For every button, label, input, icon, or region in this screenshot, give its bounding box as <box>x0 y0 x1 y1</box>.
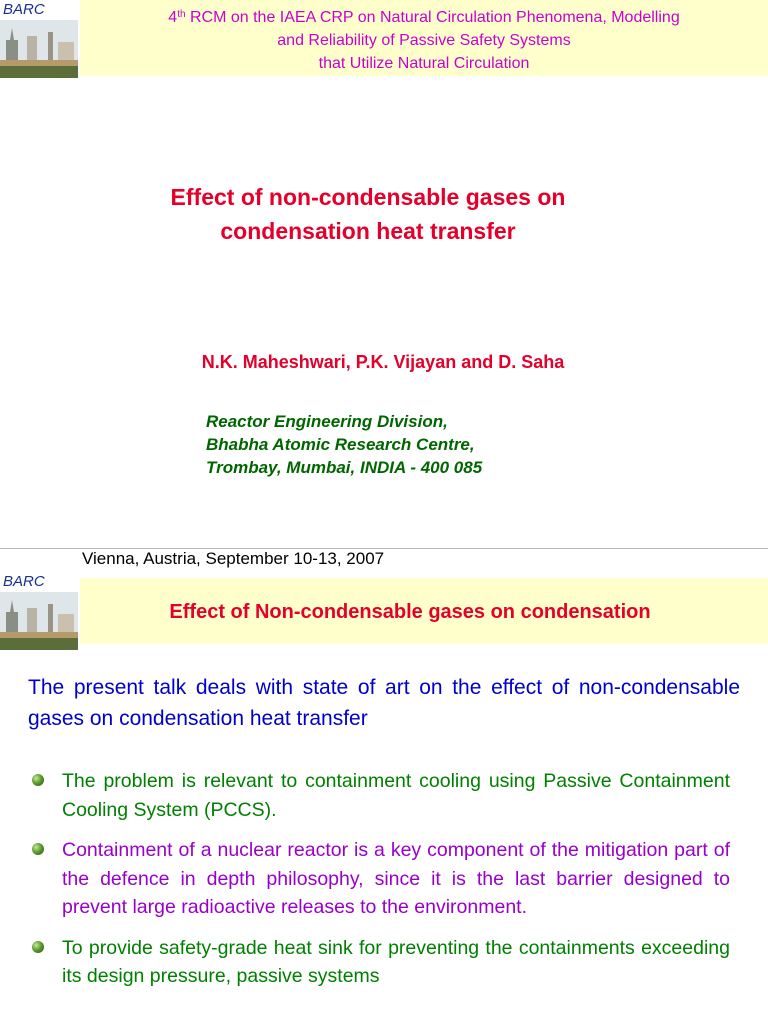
list-item <box>30 836 730 922</box>
list-item <box>30 767 730 824</box>
slide-footer: Vienna, Austria, September 10-13, 2007 <box>82 549 385 568</box>
bullet-icon <box>32 774 44 786</box>
header-line3: that Utilize Natural Circulation <box>318 55 530 72</box>
header-line1: RCM on the IAEA CRP on Natural Circulation Phenomena, Modelling <box>185 9 680 26</box>
affiliation-line3: Trombay, Mumbai, INDIA - 400 085 <box>206 458 483 477</box>
title-line2: condensation heat transfer <box>220 218 516 244</box>
logo-text: BARC <box>3 1 45 18</box>
header-ordinal-suffix: th <box>177 9 186 20</box>
authors: N.K. Maheshwari, P.K. Vijayan and D. Saha <box>201 352 565 372</box>
bullet-text: The problem is relevant to containment cooling using Passive Containment Cooling System (PCCS). <box>62 770 730 821</box>
bullet-list <box>30 767 730 1003</box>
logo-text: BARC <box>3 573 45 590</box>
list-item <box>30 934 730 991</box>
header-line2: and Reliability of Passive Safety Systems <box>277 32 571 49</box>
affiliation-line2: Bhabha Atomic Research Centre, <box>206 435 475 454</box>
bullet-icon <box>32 941 44 953</box>
presentation-title <box>60 180 676 248</box>
affiliation <box>206 410 482 479</box>
bullet-text: Containment of a nuclear reactor is a key component of the mitigation part of the defence in depth philosophy, since it is the last barrier designed to prevent large radioactive releases to the environment. <box>62 839 730 918</box>
bullet-icon <box>32 843 44 855</box>
affiliation-line1: Reactor Engineering Division, <box>206 412 448 431</box>
content-slide <box>0 572 768 1024</box>
reactor-building-icon <box>0 572 78 650</box>
conference-header <box>80 6 768 75</box>
reactor-building-icon <box>0 0 78 78</box>
intro-text: The present talk deals with state of art on the effect of non-condensable gases on condensation heat transfer <box>28 676 740 730</box>
slide-title: Effect of Non-condensable gases on condensation <box>169 601 651 623</box>
barc-logo <box>0 572 78 650</box>
header-ordinal: 4 <box>168 9 178 26</box>
barc-logo <box>0 0 78 78</box>
title-line1: Effect of non-condensable gases on <box>170 184 566 210</box>
bullet-text: To provide safety-grade heat sink for preventing the containments exceeding its design pressure, passive systems <box>62 936 730 987</box>
